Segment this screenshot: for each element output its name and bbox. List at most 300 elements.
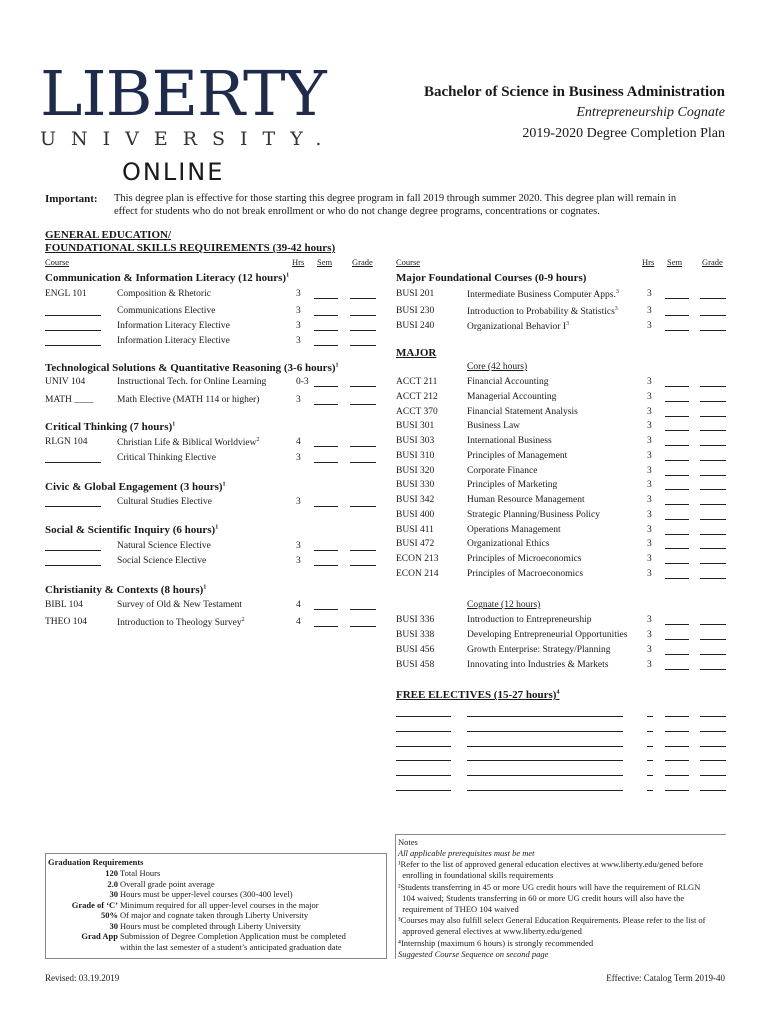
course-name: Financial Accounting — [467, 377, 549, 387]
course-hours: 3 — [647, 568, 652, 579]
sem-blank — [314, 289, 338, 299]
course-code: BUSI 411 — [396, 524, 434, 535]
grade-blank — [700, 480, 726, 490]
gened-course-row — [45, 321, 385, 335]
course-hours: 3 — [647, 377, 652, 387]
sem-blank — [665, 525, 689, 535]
sem-blank — [665, 722, 689, 732]
course-code-blank — [45, 321, 101, 331]
col-sem-right: Sem — [667, 257, 683, 267]
grad-title: Graduation Requirements — [48, 857, 144, 867]
course-name: Principles of Macroeconomics — [467, 568, 584, 579]
gened-section-title: Social & Scientific Inquiry (6 hours)$^1$ — [45, 524, 219, 536]
col-sem-left: Sem — [317, 257, 333, 267]
gened-course-row — [45, 437, 385, 451]
grade-blank — [700, 451, 726, 461]
grade-blank — [700, 510, 726, 520]
course-name-sup: 2 — [256, 437, 260, 443]
sem-blank — [314, 617, 338, 627]
major-course-row — [396, 436, 736, 450]
course-hours: 3 — [647, 645, 652, 655]
cognate-course-row — [396, 660, 736, 674]
grade-blank — [700, 321, 726, 331]
course-name: Principles of Microeconomics — [467, 554, 582, 564]
foundational-course-row — [396, 289, 736, 303]
elective-hrs-blank — [647, 737, 653, 747]
elective-row — [396, 722, 736, 736]
course-hours: 3 — [647, 321, 652, 331]
important-text-1: This degree plan is effective for those starting this degree program in fall 2019 through summer 2020. This degree plan will remain in — [114, 193, 677, 204]
course-name: Human Resource Management — [467, 495, 585, 505]
course-code: BUSI 330 — [396, 480, 435, 491]
col-hrs-right: Hrs — [642, 257, 655, 267]
sem-blank — [665, 306, 689, 316]
course-hours: 3 — [647, 465, 652, 476]
course-name: Introduction to Probability & Statistics$^3$ — [467, 306, 618, 318]
grade-blank — [700, 569, 726, 579]
sem-blank — [665, 377, 689, 387]
course-hours: 4 — [296, 600, 301, 610]
sem-blank — [314, 395, 338, 405]
course-code: MATH ____ — [45, 395, 94, 405]
course-code: THEO 104 — [45, 617, 87, 627]
grad-value: Total Hours — [120, 868, 161, 878]
grad-value: Of major and cognate taken through Liberty University — [120, 910, 309, 920]
course-hours: 3 — [647, 289, 652, 299]
course-code-blank — [45, 336, 101, 346]
gened-course-row — [45, 453, 385, 467]
grade-blank — [700, 751, 726, 761]
grade-blank — [350, 453, 376, 463]
course-code: ACCT 370 — [396, 406, 438, 417]
elective-row — [396, 766, 736, 780]
sem-blank — [665, 630, 689, 640]
gened-course-row — [45, 377, 385, 391]
grade-blank — [350, 321, 376, 331]
grade-blank — [700, 377, 726, 387]
grade-blank — [700, 421, 726, 431]
cognate-course-row — [396, 615, 736, 629]
major-course-row — [396, 466, 736, 480]
graduation-requirements-box — [45, 853, 387, 959]
grade-blank — [700, 495, 726, 505]
liberty-logo — [40, 57, 337, 186]
gened-section-title-sup: 1 — [172, 421, 176, 428]
gened-course-row — [45, 541, 385, 555]
elective-hrs-blank — [647, 751, 653, 761]
major-course-row — [396, 377, 736, 391]
notes-line: All applicable prerequisites must be met — [398, 848, 535, 858]
grade-blank — [350, 306, 376, 316]
notes-box — [395, 834, 726, 959]
grade-blank — [700, 766, 726, 776]
course-code: BUSI 456 — [396, 645, 435, 655]
revised-date: Revised: 03.19.2019 — [45, 973, 120, 983]
grade-blank — [700, 737, 726, 747]
course-hours: 3 — [647, 524, 652, 535]
course-hours: 3 — [296, 306, 301, 316]
course-name: Math Elective (MATH 114 or higher) — [117, 395, 260, 405]
course-name: Natural Science Elective — [117, 541, 211, 551]
elective-code-blank — [396, 722, 451, 732]
grad-value: Minimum required for all upper-level courses in the major — [120, 899, 319, 910]
elective-code-blank — [396, 766, 451, 776]
grad-value: Hours must be completed through Liberty University — [120, 920, 301, 931]
sem-blank — [665, 569, 689, 579]
sem-blank — [665, 510, 689, 520]
elective-code-blank — [396, 737, 451, 747]
sem-blank — [314, 336, 338, 346]
grade-blank — [700, 615, 726, 625]
elective-name-blank — [467, 737, 623, 747]
major-course-row — [396, 525, 736, 539]
sem-blank — [314, 556, 338, 566]
course-code: BUSI 472 — [396, 539, 435, 550]
col-course-left: Course — [45, 257, 70, 267]
grade-blank — [350, 395, 376, 405]
grade-blank — [350, 497, 376, 507]
course-name: Communications Elective — [117, 306, 216, 316]
col-hrs-left: Hrs — [292, 257, 305, 267]
course-name: Organizational Behavior $I^3$ — [467, 321, 570, 333]
elective-hrs-blank — [647, 707, 653, 717]
notes-line: ²Students transferring in 45 or more UG credit hours will have the requirement of RLGN — [398, 881, 701, 892]
course-hours: 4 — [296, 617, 301, 627]
grade-blank — [350, 600, 376, 610]
course-code: ECON 213 — [396, 554, 439, 564]
course-name: Information Literacy Elective — [117, 321, 230, 331]
elective-row — [396, 781, 736, 795]
gened-section-title: Christianity & Contexts (8 hours)$^1$ — [45, 584, 207, 596]
course-hours: 3 — [647, 509, 652, 520]
gened-section-title-sup: 1 — [222, 481, 226, 488]
cognate-course-row — [396, 645, 736, 659]
notes-title: Notes — [398, 837, 418, 847]
logo-liberty: LIBERTY — [40, 57, 326, 130]
important-text-2: effect for students who do not break enrollment or who do not change degree programs, concentrations or cognates. — [114, 206, 600, 217]
sem-blank — [665, 781, 689, 791]
major-course-row — [396, 392, 736, 406]
gened-section-title: Civic & Global Engagement (3 hours)$^1$ — [45, 481, 226, 493]
sem-blank — [665, 495, 689, 505]
course-hours: 3 — [296, 541, 301, 551]
elective-name-blank — [467, 707, 623, 717]
sem-blank — [665, 660, 689, 670]
grad-key: Grade of ‘C’ — [71, 899, 118, 910]
grade-blank — [700, 436, 726, 446]
course-code-blank — [45, 453, 101, 463]
notes-line: enrolling in foundational skills requirements — [398, 870, 554, 881]
course-hours: 3 — [296, 395, 301, 405]
col-course-right: Course — [396, 257, 421, 267]
course-hours: 3 — [647, 436, 652, 446]
gened-section-title-sup: 1 — [335, 362, 339, 369]
logo-online: ONLINE — [122, 158, 225, 186]
col-grade-left: Grade — [352, 257, 373, 267]
grad-value: Overall grade point average — [120, 878, 215, 889]
notes-line: approved general electives at www.liberty.edu/gened — [398, 926, 582, 937]
logo-university: UNIVERSITY. — [40, 128, 337, 150]
course-name: Organizational Ethics — [467, 539, 550, 550]
course-name: Cultural Studies Elective — [117, 497, 212, 507]
course-name-sup: 3 — [566, 321, 570, 327]
course-code: BUSI 310 — [396, 450, 435, 461]
sem-blank — [314, 321, 338, 331]
sem-blank — [665, 737, 689, 747]
course-code: BUSI 342 — [396, 495, 435, 505]
col-grade-right: Grade — [702, 257, 723, 267]
grade-blank — [700, 707, 726, 717]
elective-name-blank — [467, 766, 623, 776]
course-hours: 4 — [296, 437, 301, 447]
course-name: Operations Management — [467, 524, 561, 535]
sem-blank — [665, 645, 689, 655]
course-name: Strategic Planning/Business Policy — [467, 509, 600, 520]
course-hours: 3 — [647, 306, 652, 316]
grade-blank — [700, 554, 726, 564]
course-name: International Business — [467, 436, 552, 446]
course-hours: 3 — [296, 321, 301, 331]
notes-line: requirement of THEO 104 waived — [398, 904, 519, 914]
course-hours: 3 — [296, 453, 301, 463]
elective-name-blank — [467, 722, 623, 732]
sem-blank — [665, 480, 689, 490]
course-name: Developing Entrepreneurial Opportunities — [467, 630, 628, 640]
course-code: RLGN 104 — [45, 437, 88, 447]
course-name: Managerial Accounting — [467, 391, 557, 402]
sem-blank — [665, 421, 689, 431]
grade-blank — [700, 660, 726, 670]
major-course-row — [396, 480, 736, 494]
gened-title-2: FOUNDATIONAL SKILLS REQUIREMENTS (39-42 hours) — [45, 242, 336, 254]
course-code: BUSI 320 — [396, 465, 435, 476]
course-code: ACCT 211 — [396, 377, 438, 387]
grad-key: 50% — [101, 910, 118, 920]
doc-subtitle: Entrepreneurship Cognate — [576, 105, 725, 120]
grad-value: Submission of Degree Completion Application must be completed — [120, 931, 346, 941]
elective-hrs-blank — [647, 722, 653, 732]
sem-blank — [665, 554, 689, 564]
sem-blank — [314, 497, 338, 507]
gened-section-title: Technological Solutions & Quantitative Reasoning (3-6 hours)$^1$ — [45, 362, 339, 374]
grade-blank — [700, 722, 726, 732]
foundational-course-row — [396, 306, 736, 320]
course-hours: 3 — [296, 556, 301, 566]
sem-blank — [314, 541, 338, 551]
sem-blank — [665, 407, 689, 417]
grad-key: 30 — [109, 889, 118, 899]
course-hours: 3 — [647, 539, 652, 550]
course-name: Corporate Finance — [467, 465, 538, 476]
grad-key: Grad App — [81, 931, 118, 941]
major-course-row — [396, 554, 736, 568]
course-code: BUSI 338 — [396, 630, 435, 640]
sem-blank — [665, 392, 689, 402]
elective-row — [396, 751, 736, 765]
course-name: Survey of Old & New Testament — [117, 600, 243, 610]
gened-section-title-sup: 1 — [286, 272, 290, 279]
course-code: ACCT 212 — [396, 391, 438, 402]
course-code: BIBL 104 — [45, 600, 83, 610]
free-electives-title: FREE ELECTIVES (15-27 hours)$^4$ — [396, 689, 560, 701]
course-code: ENGL 101 — [45, 289, 87, 299]
course-code-blank — [45, 306, 101, 316]
grade-blank — [700, 289, 726, 299]
free-electives-title-sup: 4 — [556, 689, 560, 696]
sem-blank — [665, 539, 689, 549]
major-course-row — [396, 421, 736, 435]
course-hours: 3 — [296, 497, 301, 507]
grade-blank — [350, 541, 376, 551]
grade-blank — [700, 392, 726, 402]
gened-course-row — [45, 497, 385, 511]
grad-key: 2.0 — [107, 878, 118, 889]
major-course-row — [396, 451, 736, 465]
sem-blank — [314, 600, 338, 610]
grade-blank — [700, 306, 726, 316]
sem-blank — [314, 437, 338, 447]
elective-code-blank — [396, 707, 451, 717]
course-code: BUSI 336 — [396, 615, 435, 625]
elective-row — [396, 707, 736, 721]
course-code: BUSI 301 — [396, 421, 435, 432]
sem-blank — [665, 707, 689, 717]
course-hours: 3 — [647, 630, 652, 640]
major-course-row — [396, 569, 736, 583]
grade-blank — [350, 377, 376, 387]
sem-blank — [665, 451, 689, 461]
major-course-row — [396, 510, 736, 524]
course-name: Critical Thinking Elective — [117, 453, 217, 463]
course-code: BUSI 240 — [396, 321, 435, 331]
course-name: Christian Life & Biblical Worldview$^2$ — [117, 437, 260, 449]
course-code: BUSI 458 — [396, 660, 435, 670]
course-code: BUSI 303 — [396, 436, 435, 446]
notes-line: 104 waived; Students transferring in 60 or more UG credit hours will also have the — [398, 892, 685, 903]
core-label: Core (42 hours) — [467, 362, 528, 372]
course-code-blank — [45, 497, 101, 507]
course-hours: 3 — [647, 406, 652, 417]
course-name: Financial Statement Analysis — [467, 406, 578, 417]
course-name: Information Literacy Elective — [117, 336, 230, 346]
sem-blank — [314, 453, 338, 463]
notes-line: Suggested Course Sequence on second page — [398, 948, 549, 959]
sem-blank — [314, 306, 338, 316]
gened-section-title: Communication & Information Literacy (12 hours)$^1$ — [45, 272, 290, 284]
grad-key: 120 — [105, 868, 118, 878]
course-name: Introduction to Entrepreneurship — [467, 615, 592, 625]
course-name: Innovating into Industries & Markets — [467, 660, 609, 670]
major-title: MAJOR — [396, 347, 437, 359]
sem-blank — [665, 466, 689, 476]
sem-blank — [665, 615, 689, 625]
course-hours: 3 — [647, 554, 652, 564]
course-name-sup: 3 — [615, 289, 619, 295]
sem-blank — [665, 751, 689, 761]
gened-course-row — [45, 336, 385, 350]
major-course-row — [396, 407, 736, 421]
course-hours: 3 — [647, 495, 652, 505]
major-course-row — [396, 539, 736, 553]
course-hours: 3 — [647, 480, 652, 491]
course-code: BUSI 201 — [396, 289, 435, 299]
elective-code-blank — [396, 781, 451, 791]
gened-course-row — [45, 617, 385, 631]
course-hours: 3 — [296, 336, 301, 346]
gened-course-row — [45, 395, 385, 409]
elective-hrs-blank — [647, 781, 653, 791]
doc-title: Bachelor of Science in Business Administration — [424, 84, 725, 100]
cognate-course-row — [396, 630, 736, 644]
grade-blank — [700, 407, 726, 417]
course-hours: 3 — [647, 391, 652, 402]
course-code: BUSI 230 — [396, 306, 435, 316]
course-name: Principles of Marketing — [467, 480, 558, 491]
course-code-blank — [45, 556, 101, 566]
course-name: Intermediate Business Computer Apps.$^3$ — [467, 289, 619, 301]
elective-row — [396, 737, 736, 751]
sem-blank — [665, 436, 689, 446]
grad-key: 30 — [109, 920, 118, 931]
course-name: Principles of Management — [467, 450, 568, 461]
elective-name-blank — [467, 781, 623, 791]
course-hours: 3 — [647, 615, 652, 625]
gened-course-row — [45, 600, 385, 614]
gened-section-title-sup: 1 — [215, 524, 219, 531]
course-name: Instructional Tech. for Online Learning — [117, 377, 267, 387]
course-code: ECON 214 — [396, 568, 439, 579]
elective-hrs-blank — [647, 766, 653, 776]
course-hours: 3 — [647, 421, 652, 432]
course-name: Composition & Rhetoric — [117, 289, 211, 299]
grade-blank — [700, 630, 726, 640]
course-hours: 3 — [647, 450, 652, 461]
grade-blank — [700, 539, 726, 549]
gened-course-row — [45, 289, 385, 303]
course-code: UNIV 104 — [45, 377, 86, 387]
gened-course-row — [45, 306, 385, 320]
gened-section-title-sup: 1 — [203, 584, 207, 591]
course-code: BUSI 400 — [396, 509, 435, 520]
course-name: Growth Enterprise: Strategy/Planning — [467, 645, 611, 655]
doc-plan: 2019-2020 Degree Completion Plan — [522, 126, 725, 141]
grad-value: Hours must be upper-level courses (300-400 level) — [120, 889, 293, 899]
grade-blank — [700, 781, 726, 791]
foundational-course-row — [396, 321, 736, 335]
course-name: Social Science Elective — [117, 556, 207, 566]
grade-blank — [700, 645, 726, 655]
elective-name-blank — [467, 751, 623, 761]
gened-section-title: Critical Thinking (7 hours)$^1$ — [45, 421, 176, 433]
sem-blank — [314, 377, 338, 387]
grade-blank — [350, 336, 376, 346]
course-name-sup: 3 — [614, 306, 618, 312]
major-course-row — [396, 495, 736, 509]
notes-line: ³Courses may also fulfill select General Education Requirements. Please refer to the list of — [398, 915, 706, 926]
grade-blank — [350, 437, 376, 447]
grade-blank — [350, 556, 376, 566]
notes-line: ¹Refer to the list of approved general education electives at www.liberty.edu/gened before — [398, 859, 704, 870]
elective-code-blank — [396, 751, 451, 761]
sem-blank — [665, 289, 689, 299]
grade-blank — [350, 289, 376, 299]
major-foundational-title: Major Foundational Courses (0-9 hours) — [396, 272, 587, 284]
effective-term: Effective: Catalog Term 2019-40 — [606, 973, 725, 983]
important-label: Important: — [45, 193, 98, 205]
course-hours: 3 — [296, 289, 301, 299]
gened-title-1: GENERAL EDUCATION/ — [45, 229, 172, 241]
course-hours: 3 — [647, 660, 652, 670]
